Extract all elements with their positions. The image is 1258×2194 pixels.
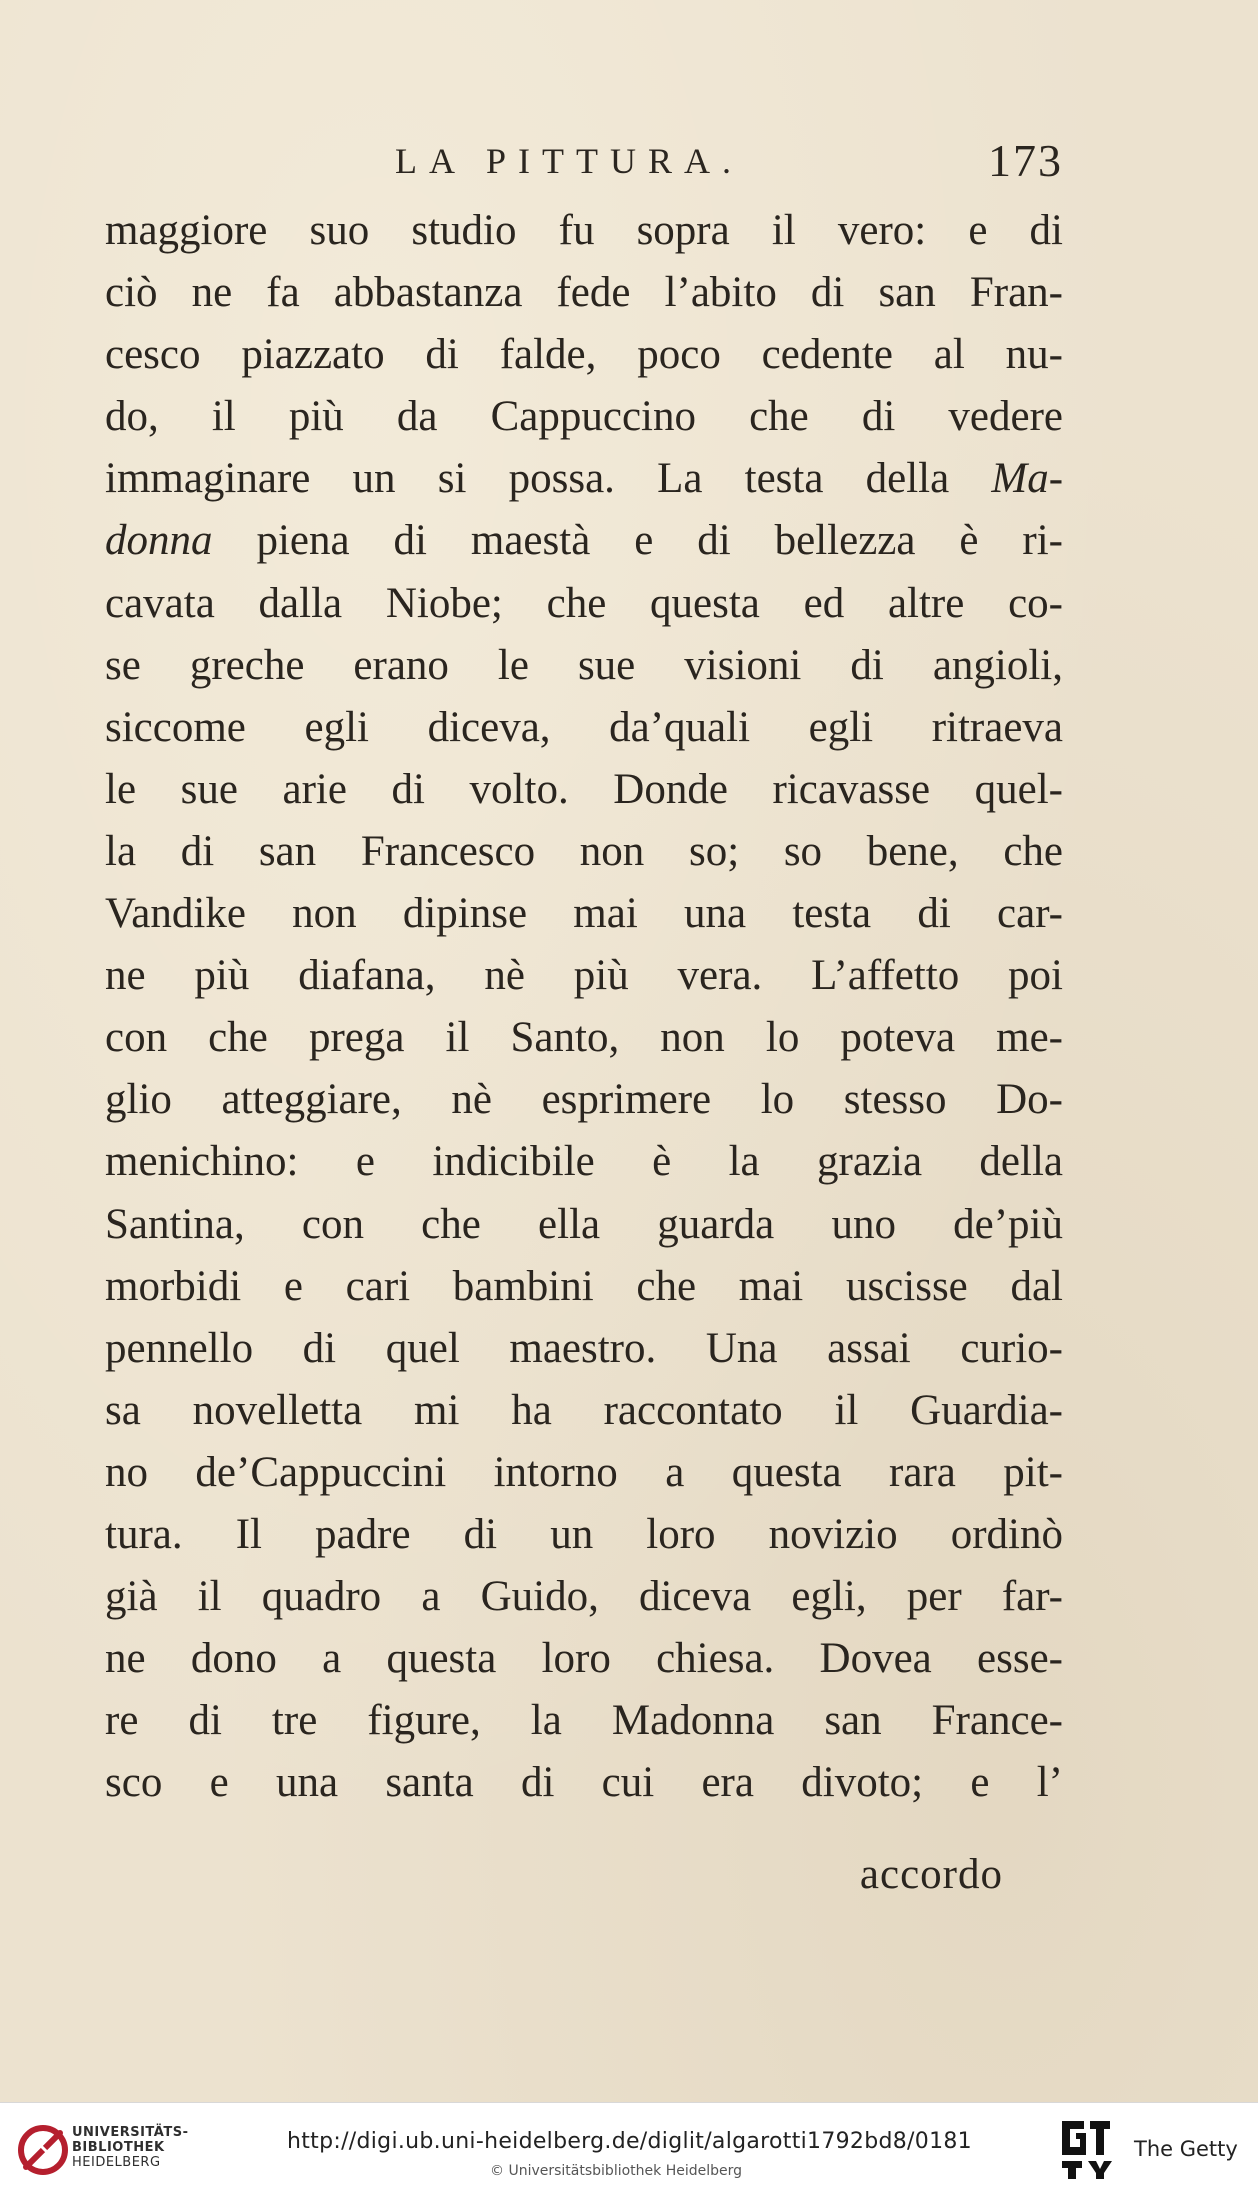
text-line-11: la di san Francesco non so; so bene, che	[105, 827, 1063, 875]
text-line-10: le sue arie di volto. Donde ricavasse quel-	[105, 765, 1063, 813]
text-line-19: pennello di quel maestro. Una assai curio-	[105, 1324, 1063, 1372]
text-line-8: se greche erano le sue visioni di angioli,	[105, 641, 1063, 689]
text-line-2: ciò ne fa abbastanza fede l’abito di san Fran-	[105, 269, 1063, 317]
library-name-line-2: BIBLIOTHEK	[72, 2140, 165, 2155]
text-line-23: già il quadro a Guido, diceva egli, per far-	[105, 1573, 1063, 1621]
getty-label: The Getty	[1134, 2137, 1238, 2161]
text-line-22: tura. Il padre di un loro novizio ordinò	[105, 1510, 1063, 1558]
text-line-4: do, il più da Cappuccino che di vedere	[105, 393, 1063, 441]
text-line-5	[105, 448, 1063, 510]
text-line-17: Santina, con che ella guarda uno de’più	[105, 1200, 1063, 1248]
text-line-6	[105, 510, 1063, 572]
catchword: accordo	[859, 1851, 1003, 1898]
running-head: LA PITTURA.	[395, 141, 743, 181]
library-name	[72, 2125, 188, 2170]
text-line-5-roman: immaginare un si possa. La testa della	[105, 455, 950, 503]
text-line-24: ne dono a questa loro chiesa. Dovea esse-	[105, 1635, 1063, 1683]
italic-madonna-part2: donna	[105, 517, 213, 565]
text-line-21: no de’Cappuccini intorno a questa rara pit-	[105, 1448, 1063, 1496]
italic-madonna-part1: Ma-	[991, 455, 1063, 503]
text-line-3: cesco piazzato di falde, poco cedente al nu-	[105, 331, 1063, 379]
text-line-6-roman: piena di maestà e di bellezza è ri-	[256, 517, 1063, 565]
body-text	[105, 200, 1063, 1814]
text-line-16: menichino: e indicibile è la grazia della	[105, 1138, 1063, 1186]
library-name-line-3: HEIDELBERG	[72, 2155, 161, 2170]
getty-logo-icon	[1058, 2117, 1114, 2181]
text-line-13: ne più diafana, nè più vera. L’affetto poi	[105, 952, 1063, 1000]
text-line-12: Vandike non dipinse mai una testa di car-	[105, 890, 1063, 938]
text-line-18: morbidi e cari bambini che mai uscisse dal	[105, 1262, 1063, 1310]
text-line-15: glio atteggiare, nè esprimere lo stesso Do-	[105, 1076, 1063, 1124]
text-line-25: re di tre figure, la Madonna san France-	[105, 1697, 1063, 1745]
library-name-line-1: UNIVERSITÄTS-	[72, 2125, 189, 2140]
text-line-26: sco e una santa di cui era divoto; e l’	[105, 1759, 1063, 1807]
text-line-20: sa novelletta mi ha raccontato il Guardia-	[105, 1386, 1063, 1434]
copyright-notice: © Universitätsbibliothek Heidelberg	[490, 2163, 743, 2179]
page-number: 173	[988, 135, 1063, 186]
footer-bar	[0, 2102, 1258, 2194]
text-line-9: siccome egli diceva, da’quali egli ritraeva	[105, 703, 1063, 751]
text-line-14: con che prega il Santo, non lo poteva me-	[105, 1014, 1063, 1062]
page-header	[105, 135, 1063, 200]
university-library-logo-icon	[12, 2119, 74, 2181]
text-line-1: maggiore suo studio fu sopra il vero: e di	[105, 207, 1063, 254]
text-line-7: cavata dalla Niobe; che questa ed altre co-	[105, 579, 1063, 627]
permalink-url[interactable]: http://digi.ub.uni-heidelberg.de/diglit/algarotti1792bd8/0181	[287, 2129, 972, 2154]
